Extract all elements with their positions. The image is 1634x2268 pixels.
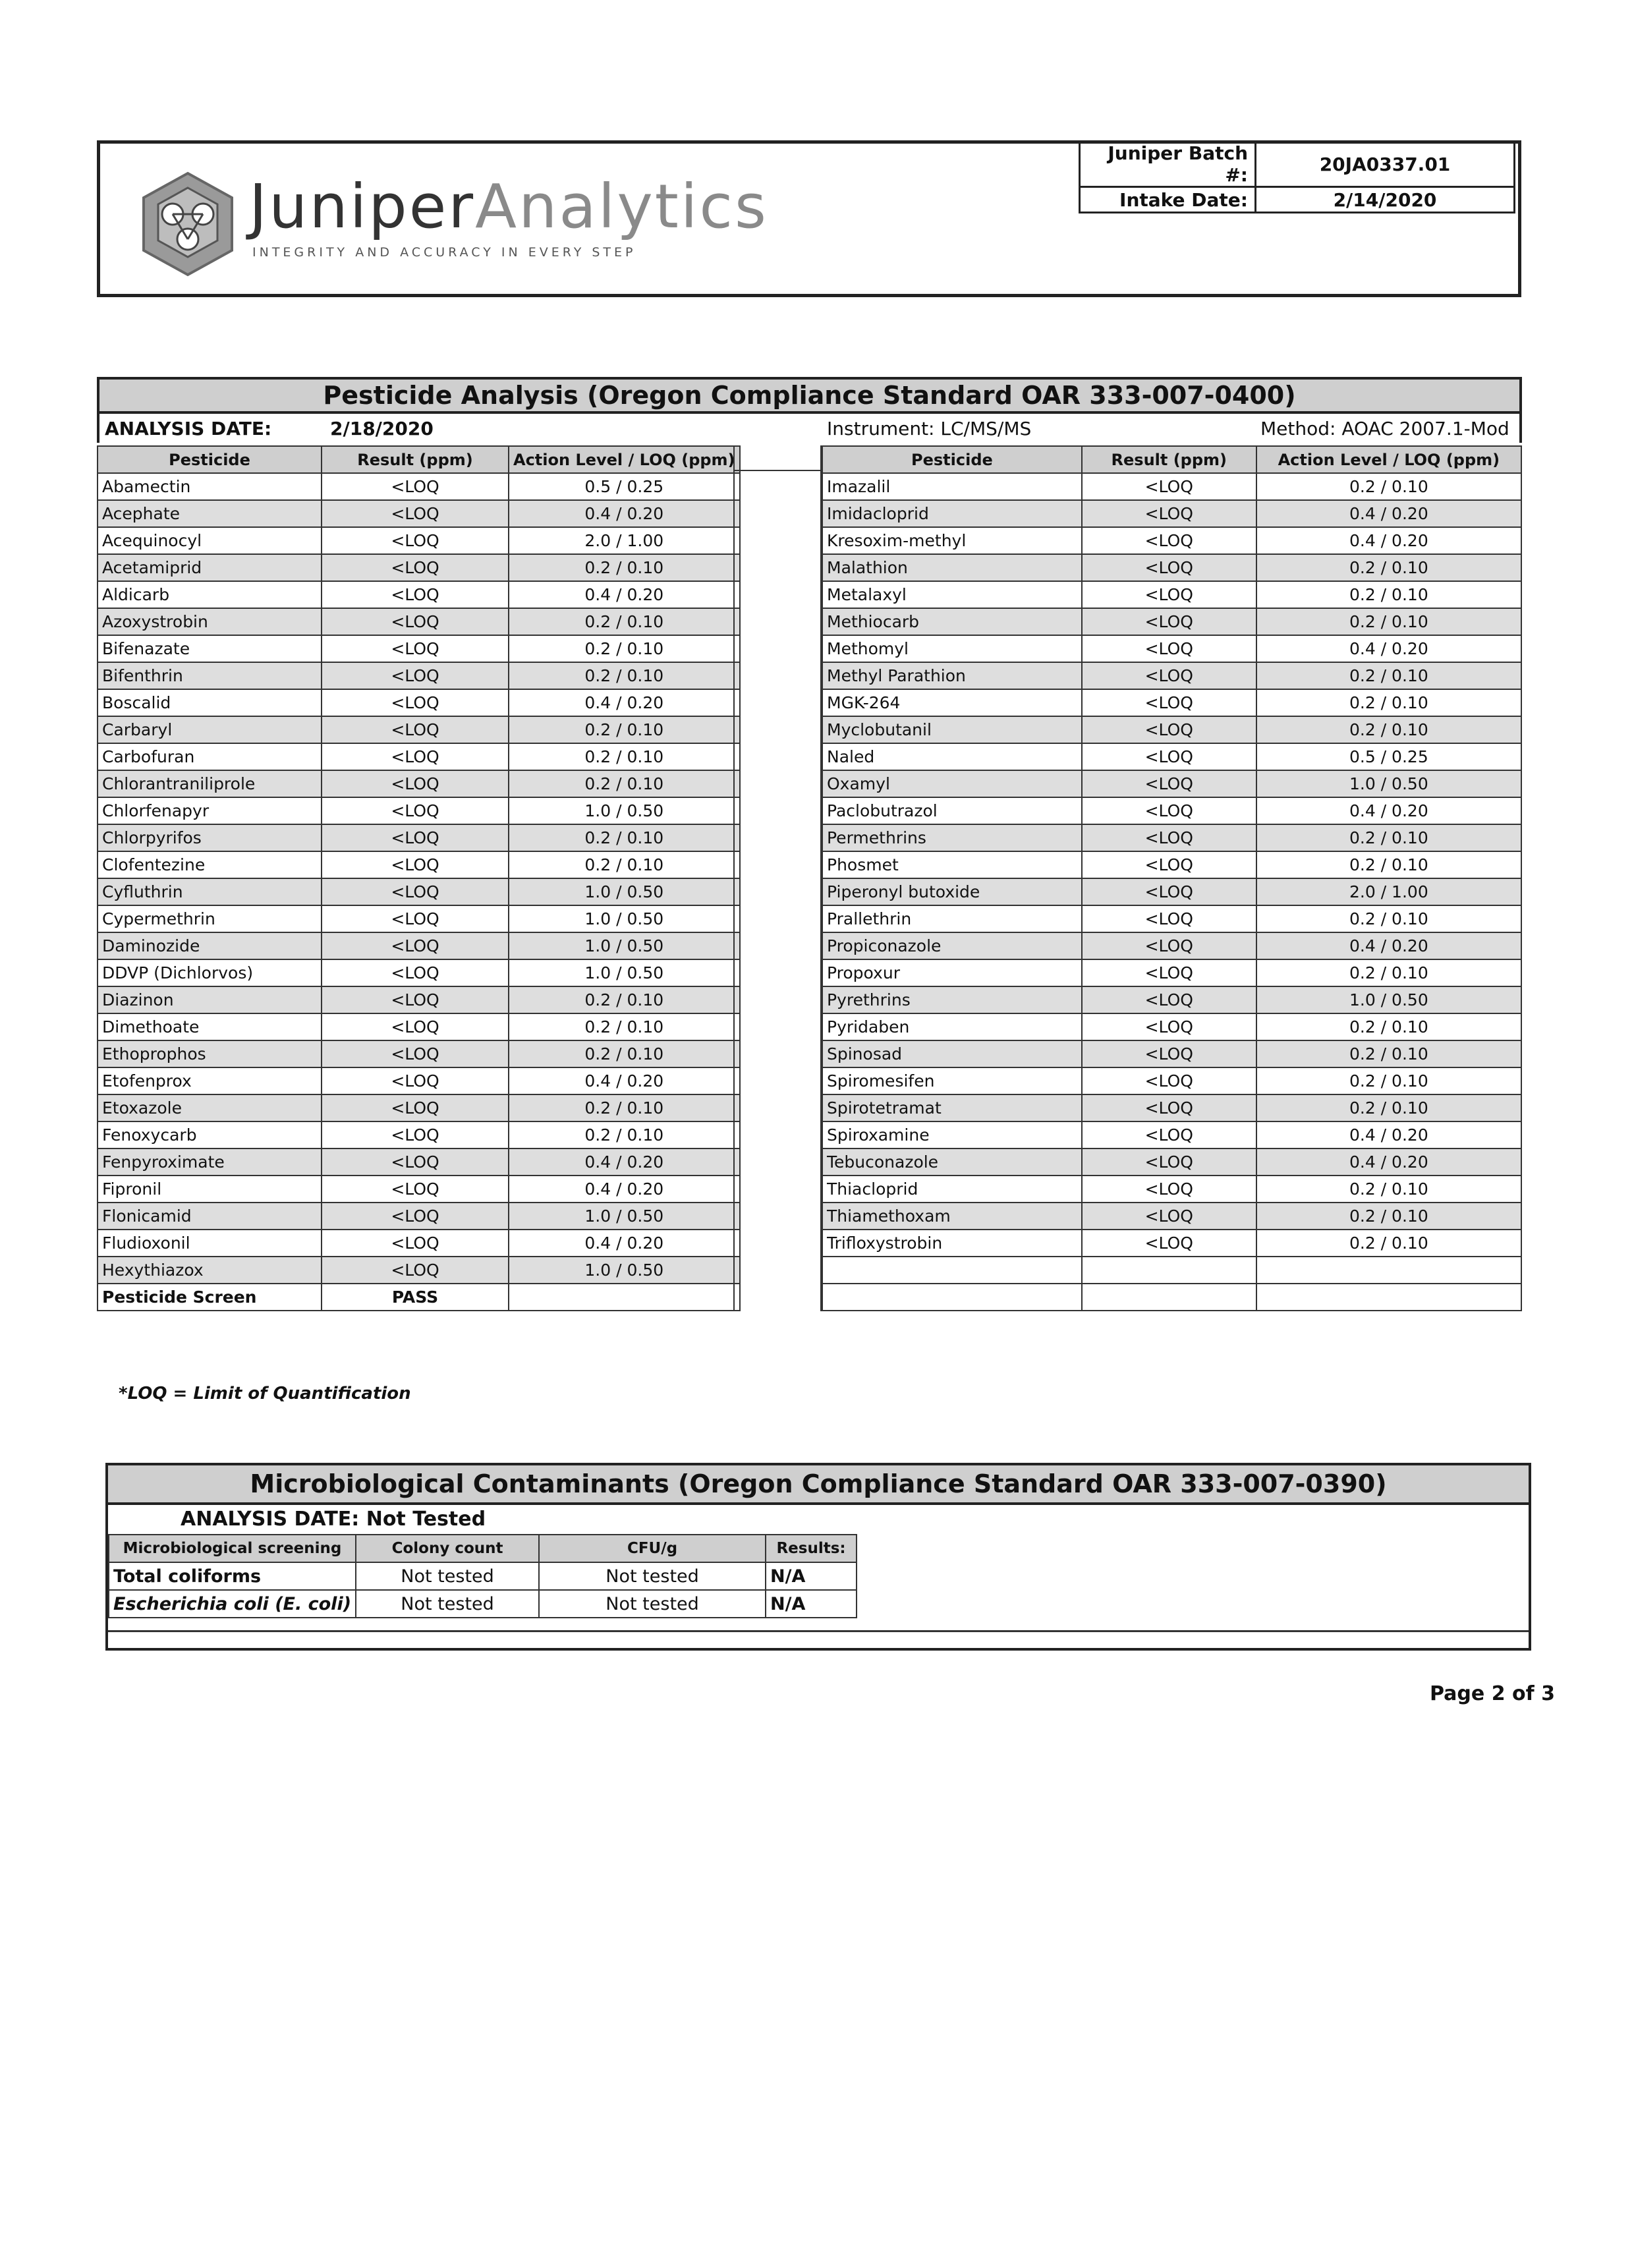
pesticide-result: <LOQ: [1082, 1203, 1256, 1230]
pesticide-action-level: 0.2 / 0.10: [1256, 581, 1521, 608]
pesticide-row: [822, 932, 1521, 959]
pesticide-name: Paclobutrazol: [822, 797, 1082, 824]
pesticide-name: Diazinon: [98, 986, 322, 1013]
pesticide-result: <LOQ: [322, 1013, 509, 1040]
pesticide-row: [98, 1013, 740, 1040]
pesticide-result: <LOQ: [322, 905, 509, 932]
pesticide-row: [98, 689, 740, 716]
pesticide-name: Pyrethrins: [822, 986, 1082, 1013]
pesticide-table-spacer: [733, 445, 822, 1311]
pesticide-row: [98, 851, 740, 878]
pesticide-name: Hexythiazox: [98, 1257, 322, 1284]
pesticide-row: [98, 1230, 740, 1257]
pesticide-action-level: 0.4 / 0.20: [1256, 932, 1521, 959]
micro-table: [108, 1534, 857, 1618]
pesticide-result: <LOQ: [322, 851, 509, 878]
col-micro-screening: Microbiological screening: [109, 1535, 356, 1562]
pesticide-action-level: 0.2 / 0.10: [1256, 1176, 1521, 1203]
pesticide-row: [98, 959, 740, 986]
pesticide-row: [98, 824, 740, 851]
pesticide-result: <LOQ: [1082, 554, 1256, 581]
pesticide-action-level: 0.2 / 0.10: [509, 851, 740, 878]
method: Method: AOAC 2007.1-Mod: [1260, 418, 1509, 439]
pesticide-action-level: 0.2 / 0.10: [1256, 851, 1521, 878]
micro-section: [105, 1463, 1531, 1651]
empty-cell: [822, 1284, 1082, 1311]
pesticide-result: <LOQ: [1082, 1121, 1256, 1148]
pesticide-action-level: 0.2 / 0.10: [1256, 608, 1521, 635]
micro-colony: Not tested: [356, 1562, 539, 1590]
pesticide-name: Acetamiprid: [98, 554, 322, 581]
pesticide-name: Pyridaben: [822, 1013, 1082, 1040]
analysis-date-label: ANALYSIS DATE:: [105, 418, 272, 439]
pesticide-action-level: 0.5 / 0.25: [509, 473, 740, 500]
pesticide-row: [822, 797, 1521, 824]
pesticide-row: [822, 1040, 1521, 1067]
pesticide-name: Ethoprophos: [98, 1040, 322, 1067]
pesticide-row: [98, 743, 740, 770]
pesticide-name: Permethrins: [822, 824, 1082, 851]
col-results: Results:: [766, 1535, 857, 1562]
pesticide-name: Propoxur: [822, 959, 1082, 986]
micro-cfu: Not tested: [539, 1590, 766, 1618]
empty-row: [822, 1257, 1521, 1284]
pesticide-result: <LOQ: [322, 743, 509, 770]
col-result: Result (ppm): [322, 446, 509, 473]
pesticide-action-level: 1.0 / 0.50: [1256, 770, 1521, 797]
pesticide-result: <LOQ: [1082, 878, 1256, 905]
pesticide-name: Thiacloprid: [822, 1176, 1082, 1203]
pesticide-row: [98, 932, 740, 959]
pesticide-action-level: 0.2 / 0.10: [1256, 554, 1521, 581]
pesticide-row: [98, 1094, 740, 1121]
pesticide-action-level: 0.2 / 0.10: [1256, 473, 1521, 500]
pesticide-action-level: 0.2 / 0.10: [1256, 824, 1521, 851]
pesticide-result: <LOQ: [1082, 1067, 1256, 1094]
pesticide-table-left: [97, 445, 741, 1311]
pesticide-row: [98, 1257, 740, 1284]
empty-cell: [509, 1284, 740, 1311]
pesticide-result: <LOQ: [322, 689, 509, 716]
pesticide-name: Methomyl: [822, 635, 1082, 662]
pesticide-name: Prallethrin: [822, 905, 1082, 932]
pesticide-result: <LOQ: [1082, 986, 1256, 1013]
pesticide-name: MGK-264: [822, 689, 1082, 716]
pesticide-result: <LOQ: [1082, 959, 1256, 986]
pesticide-action-level: 1.0 / 0.50: [509, 797, 740, 824]
pesticide-result: <LOQ: [1082, 1013, 1256, 1040]
micro-row: [109, 1590, 857, 1618]
logo-wordmark: [249, 171, 768, 242]
pesticide-row: [822, 1230, 1521, 1257]
pesticide-name: Propiconazole: [822, 932, 1082, 959]
pesticide-name: Aldicarb: [98, 581, 322, 608]
pesticide-name: Fipronil: [98, 1176, 322, 1203]
pesticide-name: Thiamethoxam: [822, 1203, 1082, 1230]
pesticide-action-level: 0.2 / 0.10: [1256, 1067, 1521, 1094]
pesticide-row: [98, 986, 740, 1013]
pesticide-name: Boscalid: [98, 689, 322, 716]
pesticide-result: <LOQ: [1082, 716, 1256, 743]
pesticide-row: [98, 635, 740, 662]
pesticide-action-level: 0.2 / 0.10: [509, 1040, 740, 1067]
pesticide-name: Myclobutanil: [822, 716, 1082, 743]
pesticide-name: Chlorpyrifos: [98, 824, 322, 851]
pesticide-result: <LOQ: [322, 527, 509, 554]
pesticide-name: Fenoxycarb: [98, 1121, 322, 1148]
pesticide-result: <LOQ: [322, 824, 509, 851]
pesticide-name: Spirotetramat: [822, 1094, 1082, 1121]
pesticide-result: <LOQ: [1082, 689, 1256, 716]
pesticide-meta: [97, 414, 1522, 443]
pesticide-name: Spinosad: [822, 1040, 1082, 1067]
col-result: Result (ppm): [1082, 446, 1256, 473]
pesticide-row: [822, 554, 1521, 581]
pesticide-row: [98, 1148, 740, 1176]
micro-result: N/A: [766, 1562, 857, 1590]
pesticide-action-level: 0.4 / 0.20: [509, 689, 740, 716]
pesticide-row: [98, 500, 740, 527]
batch-info-table: [1079, 140, 1515, 213]
micro-title: Microbiological Contaminants (Oregon Compliance Standard OAR 333-007-0390): [108, 1465, 1529, 1505]
pesticide-row: [822, 824, 1521, 851]
pesticide-result: <LOQ: [1082, 797, 1256, 824]
pesticide-action-level: 0.4 / 0.20: [1256, 1148, 1521, 1176]
pesticide-action-level: 0.2 / 0.10: [509, 635, 740, 662]
pesticide-action-level: 0.2 / 0.10: [1256, 689, 1521, 716]
pesticide-result: <LOQ: [1082, 1148, 1256, 1176]
pesticide-result: <LOQ: [322, 1067, 509, 1094]
micro-row: [109, 1562, 857, 1590]
pesticide-row: [822, 473, 1521, 500]
pesticide-row: [822, 1094, 1521, 1121]
pesticide-action-level: 0.4 / 0.20: [1256, 635, 1521, 662]
col-cfu: CFU/g: [539, 1535, 766, 1562]
pesticide-row: [98, 608, 740, 635]
pesticide-name: Carbaryl: [98, 716, 322, 743]
pesticide-row: [98, 770, 740, 797]
pesticide-action-level: 1.0 / 0.50: [509, 1257, 740, 1284]
col-pesticide: Pesticide: [98, 446, 322, 473]
pesticide-action-level: 0.2 / 0.10: [509, 716, 740, 743]
pesticide-result: <LOQ: [322, 1094, 509, 1121]
pesticide-result: <LOQ: [322, 581, 509, 608]
empty-cell: [822, 1257, 1082, 1284]
pesticide-name: Chlorantraniliprole: [98, 770, 322, 797]
pesticide-action-level: 0.4 / 0.20: [509, 500, 740, 527]
micro-test-name: Escherichia coli (E. coli): [109, 1590, 356, 1618]
pesticide-action-level: 0.2 / 0.10: [1256, 959, 1521, 986]
pesticide-result: <LOQ: [1082, 635, 1256, 662]
pesticide-row: [98, 716, 740, 743]
pesticide-name: Fludioxonil: [98, 1230, 322, 1257]
pesticide-row: [822, 959, 1521, 986]
pesticide-row: [822, 581, 1521, 608]
pesticide-name: Naled: [822, 743, 1082, 770]
pesticide-row: [822, 689, 1521, 716]
pesticide-name: Acequinocyl: [98, 527, 322, 554]
pesticide-screen-row: [98, 1284, 740, 1311]
pesticide-action-level: 0.2 / 0.10: [509, 608, 740, 635]
pesticide-result: <LOQ: [322, 1121, 509, 1148]
pesticide-row: [98, 1203, 740, 1230]
pesticide-action-level: 1.0 / 0.50: [509, 959, 740, 986]
pesticide-name: Methiocarb: [822, 608, 1082, 635]
pesticide-row: [822, 1176, 1521, 1203]
pesticide-row: [98, 662, 740, 689]
pesticide-result: <LOQ: [1082, 581, 1256, 608]
juniper-logo-icon: [132, 168, 244, 280]
pesticide-result: <LOQ: [322, 797, 509, 824]
pesticide-action-level: 1.0 / 0.50: [509, 905, 740, 932]
pesticide-name: Daminozide: [98, 932, 322, 959]
micro-divider: [108, 1630, 1529, 1632]
pesticide-name: Carbofuran: [98, 743, 322, 770]
loq-footnote: *LOQ = Limit of Quantification: [119, 1384, 411, 1403]
pesticide-result: <LOQ: [1082, 905, 1256, 932]
pesticide-name: DDVP (Dichlorvos): [98, 959, 322, 986]
pesticide-row: [98, 527, 740, 554]
pesticide-name: Cypermethrin: [98, 905, 322, 932]
pesticide-action-level: 0.4 / 0.20: [509, 1176, 740, 1203]
pesticide-row: [98, 581, 740, 608]
pesticide-result: <LOQ: [1082, 1230, 1256, 1257]
pesticide-action-level: 1.0 / 0.50: [509, 1203, 740, 1230]
pesticide-name: Abamectin: [98, 473, 322, 500]
pesticide-row: [822, 986, 1521, 1013]
pesticide-action-level: 1.0 / 0.50: [1256, 986, 1521, 1013]
pesticide-row: [822, 527, 1521, 554]
pesticide-name: Imidacloprid: [822, 500, 1082, 527]
pesticide-name: Tebuconazole: [822, 1148, 1082, 1176]
pesticide-result: <LOQ: [1082, 1176, 1256, 1203]
pesticide-name: Acephate: [98, 500, 322, 527]
pesticide-result: <LOQ: [1082, 473, 1256, 500]
pesticide-result: <LOQ: [322, 932, 509, 959]
pesticide-row: [822, 1067, 1521, 1094]
pesticide-action-level: 1.0 / 0.50: [509, 878, 740, 905]
pesticide-action-level: 0.4 / 0.20: [509, 581, 740, 608]
pesticide-result: <LOQ: [322, 1203, 509, 1230]
pesticide-row: [822, 1013, 1521, 1040]
analysis-date: 2/18/2020: [330, 418, 434, 439]
pesticide-action-level: 0.2 / 0.10: [509, 554, 740, 581]
pesticide-action-level: 0.2 / 0.10: [509, 1094, 740, 1121]
empty-row: [822, 1284, 1521, 1311]
pesticide-screen-label: Pesticide Screen: [98, 1284, 322, 1311]
batch-label: Juniper Batch #:: [1080, 142, 1256, 187]
pesticide-action-level: 0.2 / 0.10: [1256, 1013, 1521, 1040]
pesticide-result: <LOQ: [1082, 824, 1256, 851]
pesticide-name: Methyl Parathion: [822, 662, 1082, 689]
pesticide-action-level: 0.4 / 0.20: [509, 1148, 740, 1176]
pesticide-row: [822, 500, 1521, 527]
pesticide-action-level: 0.4 / 0.20: [1256, 1121, 1521, 1148]
pesticide-action-level: 0.2 / 0.10: [509, 986, 740, 1013]
pesticide-result: <LOQ: [1082, 527, 1256, 554]
pesticide-row: [822, 905, 1521, 932]
pesticide-name: Bifenthrin: [98, 662, 322, 689]
pesticide-table-right: [822, 445, 1522, 1311]
pesticide-name: Kresoxim-methyl: [822, 527, 1082, 554]
pesticide-row: [822, 662, 1521, 689]
pesticide-action-level: 0.2 / 0.10: [509, 662, 740, 689]
pesticide-action-level: 0.4 / 0.20: [509, 1067, 740, 1094]
pesticide-result: <LOQ: [322, 716, 509, 743]
pesticide-result: <LOQ: [1082, 932, 1256, 959]
pesticide-row: [822, 743, 1521, 770]
pesticide-row: [98, 797, 740, 824]
pesticide-result: <LOQ: [1082, 608, 1256, 635]
pesticide-action-level: 0.2 / 0.10: [509, 824, 740, 851]
pesticide-result: <LOQ: [322, 1148, 509, 1176]
pesticide-row: [98, 1067, 740, 1094]
intake-value: 2/14/2020: [1256, 187, 1515, 213]
pesticide-row: [822, 1121, 1521, 1148]
pesticide-name: Bifenazate: [98, 635, 322, 662]
pesticide-row: [822, 770, 1521, 797]
pesticide-result: <LOQ: [322, 770, 509, 797]
col-colony-count: Colony count: [356, 1535, 539, 1562]
pesticide-result: <LOQ: [322, 959, 509, 986]
pesticide-result: <LOQ: [322, 608, 509, 635]
pesticide-result: <LOQ: [322, 1040, 509, 1067]
pesticide-row: [98, 878, 740, 905]
pesticide-row: [98, 1040, 740, 1067]
pesticide-action-level: 0.2 / 0.10: [1256, 1040, 1521, 1067]
page-number: Page 2 of 3: [1430, 1682, 1555, 1705]
pesticide-action-level: 2.0 / 1.00: [1256, 878, 1521, 905]
logo-tagline: INTEGRITY AND ACCURACY IN EVERY STEP: [252, 245, 636, 260]
pesticide-result: <LOQ: [1082, 1094, 1256, 1121]
pesticide-name: Azoxystrobin: [98, 608, 322, 635]
pesticide-result: <LOQ: [322, 662, 509, 689]
pesticide-row: [822, 635, 1521, 662]
pesticide-name: Clofentezine: [98, 851, 322, 878]
pesticide-result: <LOQ: [322, 635, 509, 662]
col-action-level: Action Level / LOQ (ppm): [509, 446, 740, 473]
instrument: Instrument: LC/MS/MS: [827, 418, 1032, 439]
micro-analysis-date: ANALYSIS DATE: Not Tested: [181, 1508, 486, 1531]
micro-test-name: Total coliforms: [109, 1562, 356, 1590]
pesticide-action-level: 0.4 / 0.20: [1256, 500, 1521, 527]
col-action-level: Action Level / LOQ (ppm): [1256, 446, 1521, 473]
pesticide-result: <LOQ: [322, 473, 509, 500]
micro-result: N/A: [766, 1590, 857, 1618]
pesticide-row: [822, 851, 1521, 878]
pesticide-action-level: 0.2 / 0.10: [509, 770, 740, 797]
pesticide-row: [98, 905, 740, 932]
pesticide-action-level: 0.2 / 0.10: [1256, 1230, 1521, 1257]
pesticide-result: <LOQ: [322, 1257, 509, 1284]
pesticide-action-level: 0.2 / 0.10: [509, 1121, 740, 1148]
pesticide-result: <LOQ: [322, 1230, 509, 1257]
micro-cfu: Not tested: [539, 1562, 766, 1590]
pesticide-action-level: 0.4 / 0.20: [509, 1230, 740, 1257]
pesticide-row: [822, 1148, 1521, 1176]
pesticide-result: <LOQ: [1082, 1040, 1256, 1067]
pesticide-row: [822, 878, 1521, 905]
pesticide-name: Etoxazole: [98, 1094, 322, 1121]
pesticide-name: Fenpyroximate: [98, 1148, 322, 1176]
pesticide-action-level: 0.2 / 0.10: [509, 743, 740, 770]
pesticide-row: [822, 1203, 1521, 1230]
col-pesticide: Pesticide: [822, 446, 1082, 473]
pesticide-name: Metalaxyl: [822, 581, 1082, 608]
pesticide-name: Chlorfenapyr: [98, 797, 322, 824]
micro-colony: Not tested: [356, 1590, 539, 1618]
empty-cell: [1256, 1284, 1521, 1311]
pesticide-action-level: 0.2 / 0.10: [1256, 1094, 1521, 1121]
pesticide-result: <LOQ: [1082, 851, 1256, 878]
empty-cell: [1256, 1257, 1521, 1284]
pesticide-name: Trifloxystrobin: [822, 1230, 1082, 1257]
pesticide-row: [98, 1176, 740, 1203]
pesticide-result: <LOQ: [322, 878, 509, 905]
pesticide-result: <LOQ: [1082, 500, 1256, 527]
pesticide-result: <LOQ: [1082, 662, 1256, 689]
pesticide-title: Pesticide Analysis (Oregon Compliance Standard OAR 333-007-0400): [97, 377, 1522, 414]
pesticide-name: Dimethoate: [98, 1013, 322, 1040]
pesticide-action-level: 0.2 / 0.10: [509, 1013, 740, 1040]
pesticide-action-level: 0.4 / 0.20: [1256, 797, 1521, 824]
pesticide-name: Imazalil: [822, 473, 1082, 500]
pesticide-action-level: 0.5 / 0.25: [1256, 743, 1521, 770]
pesticide-name: Etofenprox: [98, 1067, 322, 1094]
pesticide-name: Cyfluthrin: [98, 878, 322, 905]
pesticide-action-level: 0.2 / 0.10: [1256, 905, 1521, 932]
pesticide-action-level: 2.0 / 1.00: [509, 527, 740, 554]
logo-name-part1: Juniper: [249, 171, 476, 242]
pesticide-screen-result: PASS: [322, 1284, 509, 1311]
pesticide-row: [98, 554, 740, 581]
empty-cell: [1082, 1284, 1256, 1311]
pesticide-row: [822, 716, 1521, 743]
pesticide-result: <LOQ: [1082, 770, 1256, 797]
pesticide-result: <LOQ: [322, 500, 509, 527]
pesticide-action-level: 0.4 / 0.20: [1256, 527, 1521, 554]
pesticide-result: <LOQ: [1082, 743, 1256, 770]
pesticide-row: [822, 608, 1521, 635]
pesticide-name: Flonicamid: [98, 1203, 322, 1230]
pesticide-action-level: 1.0 / 0.50: [509, 932, 740, 959]
pesticide-name: Malathion: [822, 554, 1082, 581]
pesticide-action-level: 0.2 / 0.10: [1256, 662, 1521, 689]
pesticide-name: Spiroxamine: [822, 1121, 1082, 1148]
pesticide-result: <LOQ: [322, 986, 509, 1013]
pesticide-row: [98, 473, 740, 500]
intake-label: Intake Date:: [1080, 187, 1256, 213]
pesticide-result: <LOQ: [322, 1176, 509, 1203]
pesticide-action-level: 0.2 / 0.10: [1256, 716, 1521, 743]
pesticide-name: Oxamyl: [822, 770, 1082, 797]
pesticide-row: [98, 1121, 740, 1148]
pesticide-result: <LOQ: [322, 554, 509, 581]
logo-name-part2: Analytics: [475, 171, 768, 242]
pesticide-name: Phosmet: [822, 851, 1082, 878]
pesticide-action-level: 0.2 / 0.10: [1256, 1203, 1521, 1230]
batch-value: 20JA0337.01: [1256, 142, 1515, 187]
pesticide-section: [97, 377, 1522, 1307]
pesticide-name: Spiromesifen: [822, 1067, 1082, 1094]
pesticide-name: Piperonyl butoxide: [822, 878, 1082, 905]
empty-cell: [1082, 1257, 1256, 1284]
